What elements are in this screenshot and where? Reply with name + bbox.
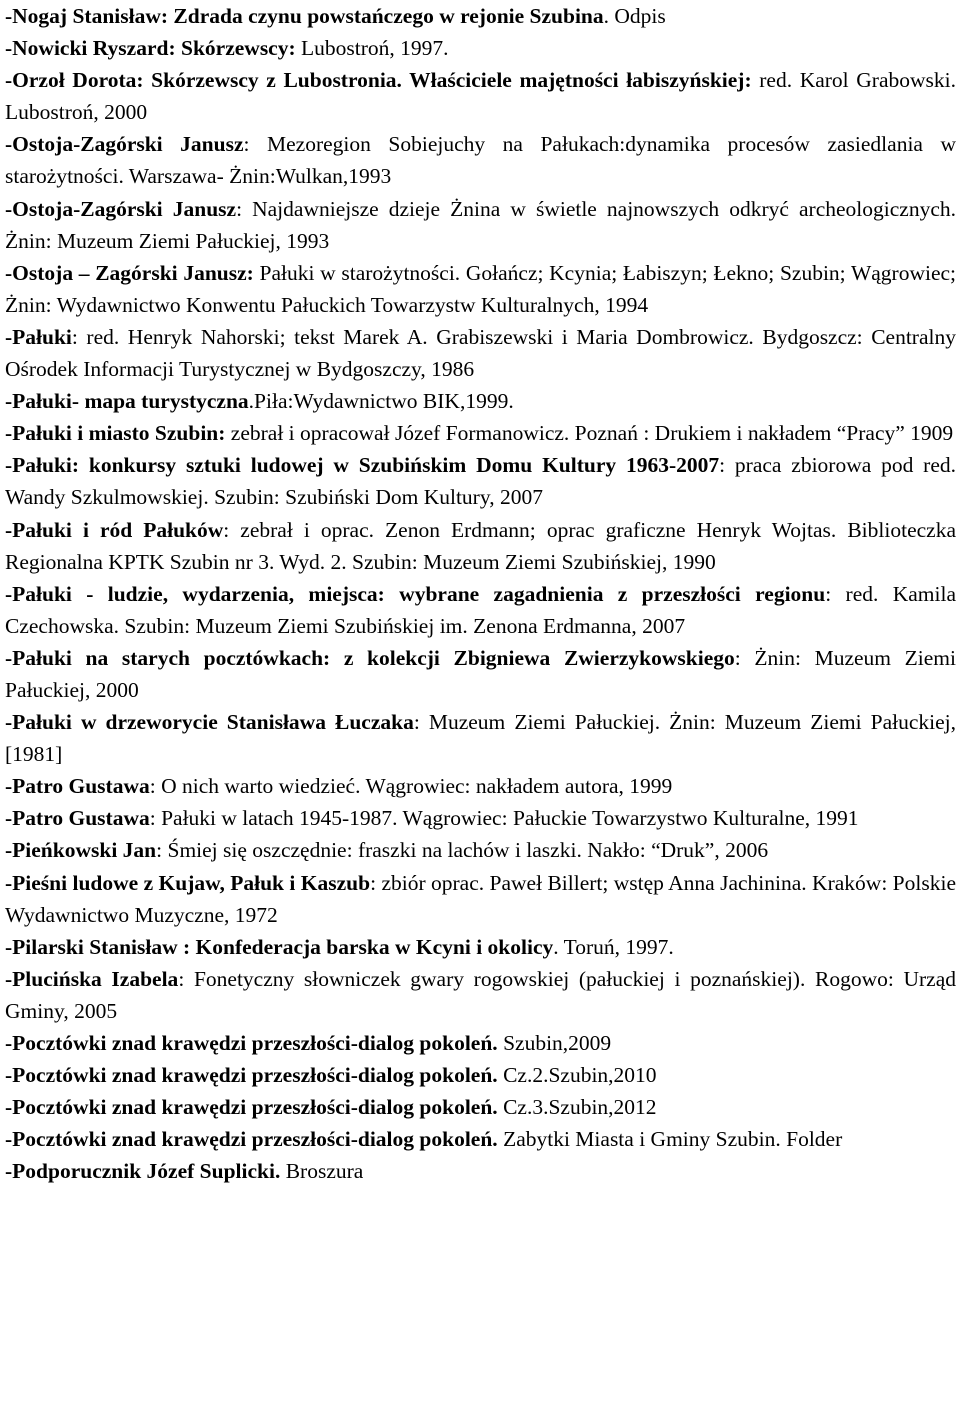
bibliography-entry (5, 193, 956, 257)
entry-publication-details: : Muzeum Ziemi Pałuckiej. Żnin: Muzeum Ziemi Pałuckiej, [1981] (5, 710, 956, 767)
bibliography-entry (5, 1155, 956, 1187)
entry-publication-details: : praca zbiorowa pod red. Wandy Szkulmowskiej. Szubin: Szubiński Dom Kultury, 2007 (5, 453, 956, 510)
bibliography-entry (5, 128, 956, 192)
entry-publication-details: Zabytki Miasta i Gminy Szubin. Folder (497, 1127, 843, 1152)
entry-publication-details: : O nich warto wiedzieć. Wągrowiec: nakładem autora, 1999 (149, 774, 673, 799)
bibliography-entry (5, 963, 956, 1027)
entry-publication-details: Lubostroń, 1997. (295, 36, 449, 61)
entry-author-title: -Nowicki Ryszard: Skórzewscy: (5, 36, 296, 61)
entry-author-title: -Orzoł Dorota: Skórzewscy z Lubostronia. Właściciele majętności łabiszyńskiej: (5, 68, 752, 93)
bibliography-entry (5, 1123, 956, 1155)
bibliography-entry (5, 578, 956, 642)
entry-author-title: -Pocztówki znad krawędzi przeszłości-dialog pokoleń. (5, 1031, 498, 1055)
entry-publication-details: : zbiór oprac. Paweł Billert; wstęp Anna Jachinina. Kraków: Polskie Wydawnictwo Muzyczne, 1972 (5, 870, 956, 927)
entry-publication-details: : red. Kamila Czechowska. Szubin: Muzeum Ziemi Szubińskiej im. Zenona Erdmanna, 2007 (5, 581, 956, 638)
entry-author-title: -Pocztówki znad krawędzi przeszłości-dialog pokoleń. (5, 1063, 498, 1088)
entry-publication-details: : red. Henryk Nahorski; tekst Marek A. Grabiszewski i Maria Dombrowicz. Bydgoszcz: Centralny Ośrodek Informacji Turystycznej w Bydgoszczy, 1986 (5, 324, 956, 382)
entry-publication-details: red. Karol Grabowski. Lubostroń, 2000 (5, 68, 956, 125)
bibliography-entry (5, 770, 956, 802)
entry-author-title: -Nogaj Stanisław: Zdrada czynu powstańczego w rejonie Szubina (5, 4, 604, 28)
bibliography-entry (5, 931, 956, 963)
entry-publication-details: Broszura (280, 1159, 364, 1184)
entry-author-title: -Pieśni ludowe z Kujaw, Pałuk i Kaszub (5, 870, 371, 895)
entry-publication-details: : Żnin: Muzeum Ziemi Pałuckiej, 2000 (5, 645, 957, 702)
bibliography-entry (5, 642, 956, 706)
bibliography-entry (5, 1059, 956, 1091)
entry-author-title: -Ostoja – Zagórski Janusz: (5, 260, 254, 285)
entry-publication-details: : Fonetyczny słowniczek gwary rogowskiej (pałuckiej i poznańskiej). Rogowo: Urząd Gminy, 2005 (5, 966, 956, 1023)
entry-author-title: -Pieńkowski Jan (5, 838, 157, 863)
entry-author-title: -Pocztówki znad krawędzi przeszłości-dialog pokoleń. (5, 1127, 498, 1152)
bibliography-entry (5, 867, 956, 931)
entry-publication-details: Cz.3.Szubin,2012 (497, 1095, 657, 1120)
entry-publication-details: : Najdawniejsze dzieje Żnina w świetle najnowszych odkryć archeologicznych. Żnin: Muzeum Ziemi Pałuckiej, 1993 (5, 196, 956, 253)
entry-author-title: -Podporucznik Józef Suplicki. (5, 1159, 281, 1184)
entry-publication-details: Szubin,2009 (497, 1031, 612, 1055)
entry-author-title: -Pałuki - ludzie, wydarzenia, miejsca: wybrane zagadnienia z przeszłości regionu (5, 581, 826, 606)
entry-publication-details: : Mezoregion Sobiejuchy na Pałukach:dynamika procesów zasiedlania w starożytności. Warszawa- Żnin:Wulkan,1993 (5, 132, 957, 189)
entry-author-title: -Pałuki (5, 324, 72, 349)
entry-publication-details: Pałuki w starożytności. Gołańcz; Kcynia; Łabiszyn; Łekno; Szubin; Wągrowiec; Żnin: Wydawnictwo Konwentu Pałuckich Towarzystw Kulturalnych, 1994 (5, 260, 957, 317)
entry-author-title: -Pałuki- mapa turystyczna (5, 389, 249, 414)
bibliography-entry (5, 1027, 956, 1059)
entry-author-title: -Pilarski Stanisław : Konfederacja barska w Kcyni i okolicy (5, 934, 554, 959)
bibliography-entry (5, 385, 956, 417)
bibliography-entry (5, 321, 956, 385)
bibliography-entry (5, 802, 956, 834)
bibliography-entry (5, 514, 956, 578)
entry-author-title: -Ostoja-Zagórski Janusz (5, 196, 237, 221)
bibliography-entry (5, 257, 956, 321)
entry-author-title: -Pałuki na starych pocztówkach: z kolekcji Zbigniewa Zwierzykowskiego (5, 645, 735, 670)
entry-publication-details: . Toruń, 1997. (553, 934, 674, 959)
bibliography-entry (5, 706, 956, 770)
bibliography-entry (5, 834, 956, 866)
bibliography-entry (5, 1091, 956, 1123)
bibliography-entry (5, 32, 956, 64)
bibliography-entry (5, 64, 956, 128)
bibliography-entry (5, 0, 956, 32)
entry-author-title: -Pałuki i ród Pałuków (5, 517, 224, 542)
entry-author-title: -Pałuki w drzeworycie Stanisława Łuczaka (5, 710, 414, 735)
entry-publication-details: . Odpis (603, 4, 666, 28)
entry-publication-details: : zebrał i oprac. Zenon Erdmann; oprac graficzne Henryk Wojtas. Biblioteczka Regionalna KPTK Szubin nr 3. Wyd. 2. Szubin: Muzeum Ziemi Szubińskiej, 1990 (5, 517, 956, 574)
entry-author-title: -Pocztówki znad krawędzi przeszłości-dialog pokoleń. (5, 1095, 498, 1120)
entry-publication-details: Cz.2.Szubin,2010 (497, 1063, 657, 1088)
entry-author-title: -Pałuki i miasto Szubin: (5, 421, 226, 446)
entry-author-title: -Plucińska Izabela (5, 966, 179, 991)
entry-author-title: -Ostoja-Zagórski Janusz (5, 132, 244, 157)
bibliography-entry (5, 449, 956, 513)
entry-publication-details: .Piła:Wydawnictwo BIK,1999. (248, 389, 514, 414)
bibliography-entry (5, 417, 956, 449)
entry-author-title: -Patro Gustawa (5, 806, 150, 831)
entry-publication-details: : Pałuki w latach 1945-1987. Wągrowiec: Pałuckie Towarzystwo Kulturalne, 1991 (149, 806, 859, 831)
entry-publication-details: : Śmiej się oszczędnie: fraszki na lachów i laszki. Nakło: “Druk”, 2006 (156, 838, 769, 863)
entry-author-title: -Pałuki: konkursy sztuki ludowej w Szubińskim Domu Kultury 1963-2007 (5, 453, 720, 478)
entry-author-title: -Patro Gustawa (5, 774, 150, 799)
entry-publication-details: zebrał i opracował Józef Formanowicz. Poznań : Drukiem i nakładem “Pracy” 1909 (225, 421, 954, 446)
